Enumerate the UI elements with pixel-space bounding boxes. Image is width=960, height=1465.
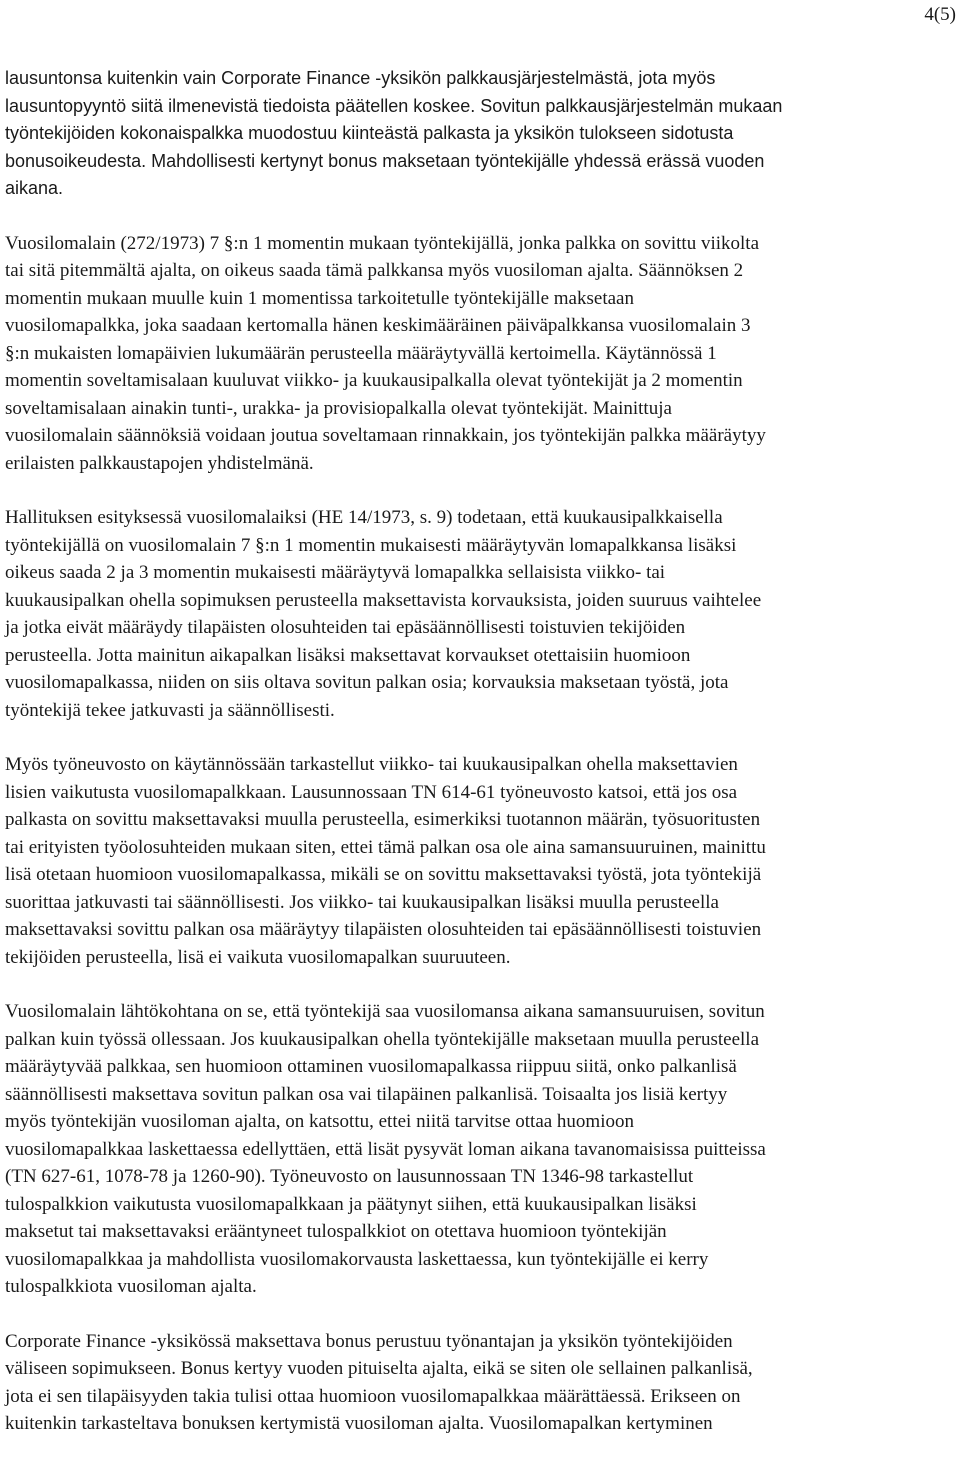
text-line: maksettavaksi sovittu palkan osa määräytyy tilapäisten olosuhteiden tai epäsäännöllisesti toistuvien xyxy=(5,919,762,940)
text-line: vuosilomapalkka, joka saadaan kertomalla hänen keskimääräinen päiväpalkkansa vuosilomalain 3 xyxy=(5,315,751,336)
text-line: vuosilomapalkkaa laskettaessa edellyttäen, että lisät pysyvät loman aikana tavanomaisissa puitteissa xyxy=(5,1138,766,1160)
text-line: Vuosilomalain (272/1973) 7 §:n 1 momentin mukaan työntekijällä, jonka palkka on sovittu viikolta xyxy=(5,232,759,254)
text-line: tai sitä pitemmältä ajalta, on oikeus saada tämä palkkansa myös vuosiloman ajalta. Säännöksen 2 xyxy=(5,260,744,281)
text-line: maksetut tai maksettavaksi erääntyneet tulospalkkiot on otettava huomioon työntekijän xyxy=(5,1221,667,1242)
text-line: (TN 627-61, 1078-78 ja 1260-90). Työneuvosto on lausunnossaan TN 1346-98 tarkastellut xyxy=(5,1166,694,1187)
text-line: lisä otetaan huomioon vuosilomapalkassa, mikäli se on sovittu maksettavaksi työstä, jota työntekijä xyxy=(5,864,762,885)
text-line: tulospalkkiota vuosiloman ajalta. xyxy=(5,1276,257,1297)
text-line: Myös työneuvosto on käytännössään tarkastellut viikko- tai kuukausipalkan ohella maksettavien xyxy=(5,754,738,775)
text-line: Corporate Finance -yksikössä maksettava bonus perustuu työnantajan ja yksikön työntekijöiden xyxy=(5,1330,733,1352)
text-line: soveltamisalaan ainakin tunti-, urakka- ja provisiopalkalla olevat työntekijät. Mainittuja xyxy=(5,397,672,419)
text-line: jota ei sen tilapäisyyden takia tulisi ottaa huomioon vuosilomapalkkaa määrättäessä. Erikseen on xyxy=(5,1385,741,1407)
text-line: perusteella. Jotta mainitun aikapalkan lisäksi maksettavat korvaukset otettaisiin huomioon xyxy=(5,644,691,666)
text-line: oikeus saada 2 ja 3 momentin mukaisesti määräytyvä lomapalkka sellaisista viikko- tai xyxy=(5,562,666,583)
paragraph xyxy=(5,998,957,1301)
text-line: palkasta on sovittu maksettavaksi muulla perusteella, esimerkiksi tuotannon määrän, työsuoritusten xyxy=(5,809,761,830)
paragraph xyxy=(5,751,957,971)
text-line: tulospalkkion vaikutusta vuosilomapalkkaan ja päätynyt siihen, että kuukausipalkan lisäksi xyxy=(5,1193,697,1215)
text-line: työntekijöiden kokonaispalkka muodostuu kiinteästä palkasta ja yksikön tulokseen sidotusta xyxy=(5,123,734,143)
text-line: Hallituksen esityksessä vuosilomalaiksi (HE 14/1973, s. 9) todetaan, että kuukausipalkkaisella xyxy=(5,507,723,528)
paragraph xyxy=(5,65,957,203)
text-line: vuosilomalain säännöksiä voidaan joutua soveltamaan rinnakkain, jos työntekijän palkka määräytyy xyxy=(5,425,766,446)
text-line: työntekijä tekee jatkuvasti ja säännöllisesti. xyxy=(5,699,335,721)
text-line: aikana. xyxy=(5,178,64,198)
text-line: kuitenkin tarkasteltava bonuksen kertymistä vuosiloman ajalta. Vuosilomapalkan kertyminen xyxy=(5,1413,713,1434)
page-number: 4(5) xyxy=(924,4,956,25)
text-line: momentin soveltamisalaan kuuluvat viikko- ja kuukausipalkalla olevat työntekijät ja 2 momentin xyxy=(5,370,743,391)
text-line: §:n mukaisten lomapäivien lukumäärän perusteella määräytyvällä kertoimella. Käytännössä 1 xyxy=(5,342,717,364)
text-line: tekijöiden perusteella, lisä ei vaikuta vuosilomapalkan suuruuteen. xyxy=(5,946,511,968)
text-line: palkan kuin työssä ollessaan. Jos kuukausipalkan ohella työntekijälle maksetaan muulla perusteella xyxy=(5,1028,759,1050)
text-line: lisien vaikutusta vuosilomapalkkaan. Lausunnossaan TN 614-61 työneuvosto katsoi, että jos osa xyxy=(5,781,738,803)
text-line: kuukausipalkan ohella sopimuksen perusteella maksettavista korvauksista, joiden suuruus vaihtelee xyxy=(5,589,762,611)
text-line: ja jotka eivät määräydy tilapäisten olosuhteiden tai epäsäännöllisesti toistuvien tekijöiden xyxy=(5,617,686,638)
text-line: määräytyvää palkkaa, sen huomioon ottaminen vuosilomapalkassa riippuu siitä, onko palkanlisä xyxy=(5,1056,737,1077)
paragraph xyxy=(5,230,957,478)
text-line: suorittaa jatkuvasti tai säännöllisesti. Jos viikko- tai kuukausipalkan lisäksi muulla perusteella xyxy=(5,891,719,913)
text-line: vuosilomapalkkaa ja mahdollista vuosilomakorvausta laskettaessa, kun työntekijälle ei kerry xyxy=(5,1248,709,1270)
paragraph xyxy=(5,504,957,724)
text-line: vuosilomapalkassa, niiden on siis oltava sovitun palkan osia; korvauksia maksetaan työstä, jota xyxy=(5,672,729,693)
text-line: tai erityisten työolosuhteiden mukaan siten, ettei tämä palkan osa ole aina samansuuruinen, mainittu xyxy=(5,836,766,858)
paragraph xyxy=(5,1328,957,1438)
text-line: Vuosilomalain lähtökohtana on se, että työntekijä saa vuosilomansa aikana samansuuruisen, sovitun xyxy=(5,1001,765,1022)
text-line: työntekijällä on vuosilomalain 7 §:n 1 momentin mukaisesti määräytyvän lomapalkkansa lisäksi xyxy=(5,534,737,556)
text-line: lausuntopyyntö siitä ilmenevistä tiedoista päätellen koskee. Sovitun palkkausjärjestelmän mukaan xyxy=(5,95,783,116)
text-line: säännöllisesti maksettava sovitun palkan osa vai tilapäinen palkanlisä. Toisaalta jos lisiä kertyy xyxy=(5,1083,728,1105)
text-line: bonusoikeudesta. Mahdollisesti kertynyt bonus maksetaan työntekijälle yhdessä erässä vuoden xyxy=(5,150,765,171)
document-body xyxy=(5,65,957,1465)
text-line: lausuntonsa kuitenkin vain Corporate Finance -yksikön palkkausjärjestelmästä, jota myös xyxy=(5,68,716,88)
text-line: väliseen sopimukseen. Bonus kertyy vuoden pituiselta ajalta, eikä se siten ole sellainen palkanlisä, xyxy=(5,1358,753,1379)
text-line: myös työntekijän vuosiloman ajalta, on katsottu, ettei niitä tarvitse ottaa huomioon xyxy=(5,1111,634,1132)
text-line: erilaisten palkkaustapojen yhdistelmänä. xyxy=(5,452,314,474)
text-line: momentin mukaan muulle kuin 1 momentissa tarkoitetulle työntekijälle maksetaan xyxy=(5,287,634,309)
